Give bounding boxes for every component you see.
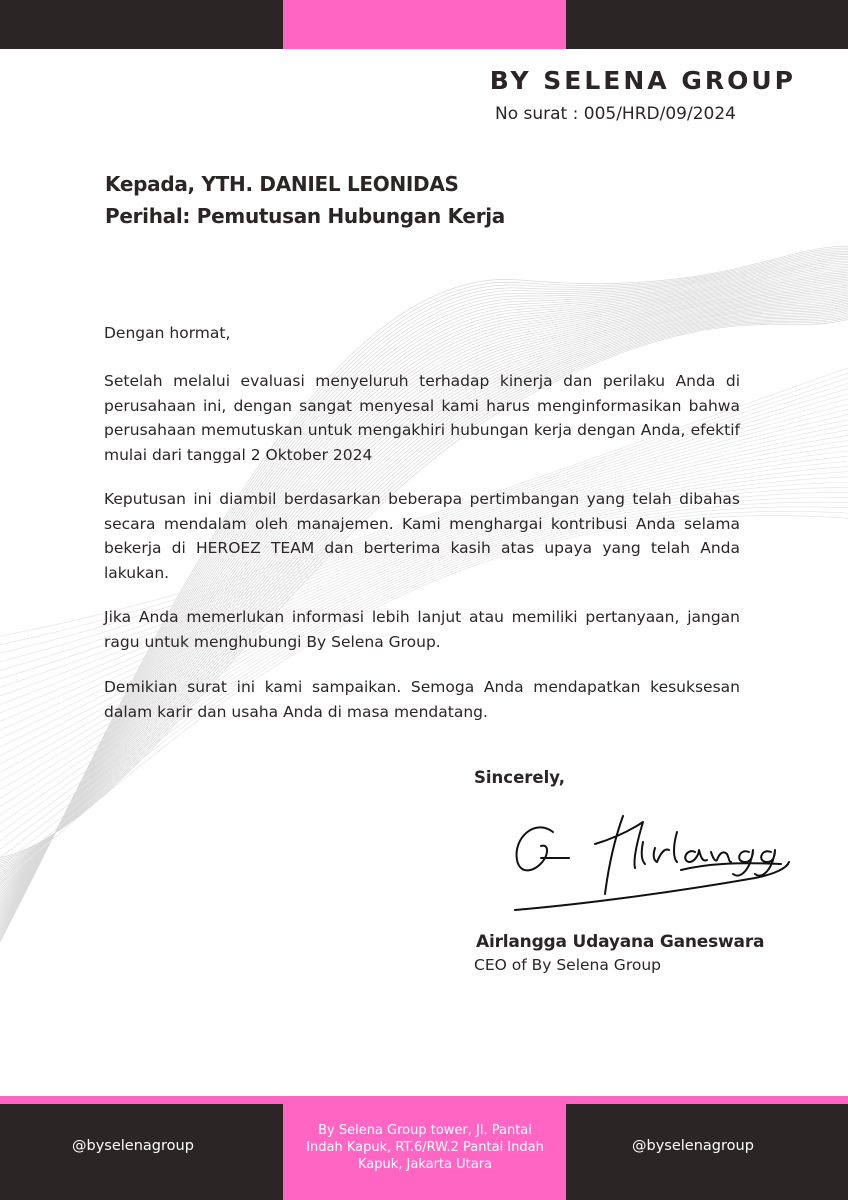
social-handle-right: @byselenagroup [632, 1138, 754, 1154]
letter-reference-number: No surat : 005/HRD/09/2024 [495, 104, 736, 124]
closing-salutation: Sincerely, [474, 768, 565, 787]
handwritten-signature [505, 808, 795, 918]
header-pink-block [283, 0, 566, 49]
greeting: Dengan hormat, [104, 324, 231, 342]
company-address: By Selena Group tower, Jl. Pantai Indah Kapuk, RT.6/RW.2 Pantai Indah Kapuk, Jakarta Utara [306, 1123, 544, 1172]
signer-title: CEO of By Selena Group [474, 956, 661, 974]
social-handle-left: @byselenagroup [72, 1138, 194, 1154]
body-paragraph: Demikian surat ini kami sampaikan. Semoga Anda mendapatkan kesuksesan dalam karir dan usaha Anda di masa mendatang. [104, 678, 740, 721]
company-name: BY SELENA GROUP [489, 66, 796, 95]
body-paragraph: Setelah melalui evaluasi menyeluruh terhadap kinerja dan perilaku Anda di perusahaan ini, dengan sangat menyesal kami harus menginformasikan bahwa perusahaan memutuskan untuk mengakhiri hubungan kerja dengan Anda, efektif mulai dari tanggal 2 Oktober 2024 [104, 372, 740, 464]
recipient-line: Kepada, YTH. DANIEL LEONIDAS [105, 172, 459, 196]
subject-line: Perihal: Pemutusan Hubungan Kerja [105, 204, 506, 228]
body-paragraph: Jika Anda memerlukan informasi lebih lanjut atau memiliki pertanyaan, jangan ragu untuk menghubungi By Selena Group. [104, 608, 740, 651]
signer-name: Airlangga Udayana Ganeswara [476, 932, 765, 952]
body-paragraph: Keputusan ini diambil berdasarkan beberapa pertimbangan yang telah dibahas secara mendalam oleh manajemen. Kami menghargai kontribusi Anda selama bekerja di HEROEZ TEAM dan berterima kasih atas upaya yang telah Anda lakukan. [104, 490, 740, 582]
